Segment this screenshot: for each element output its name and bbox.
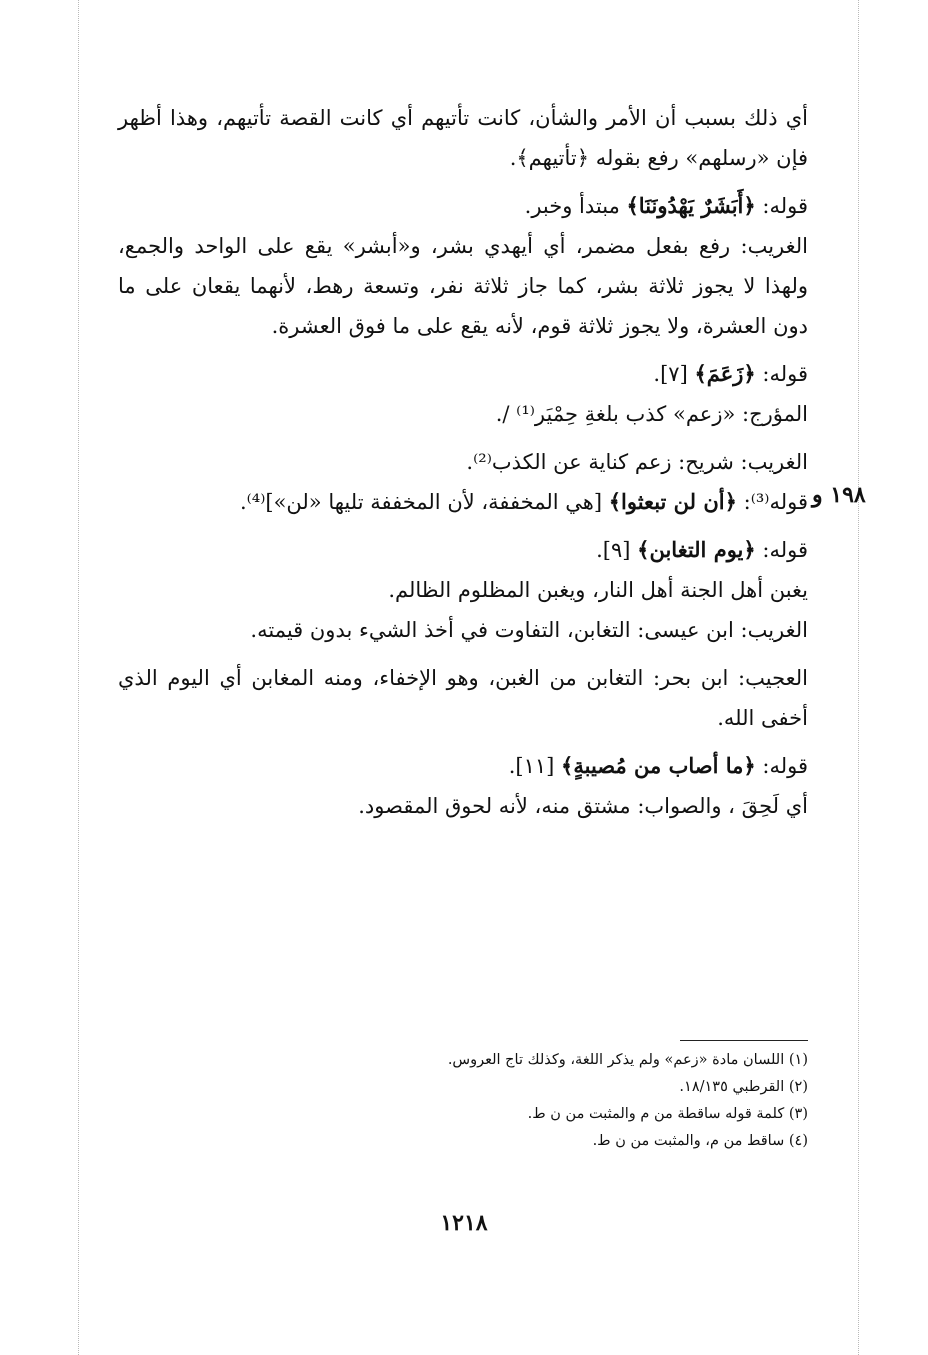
page-number: ١٢١٨ xyxy=(440,1210,488,1236)
paragraph-5: المؤرج: «زعم» كذب بلغةِ حِمْيَر⁽¹⁾ /. xyxy=(495,402,808,426)
paragraph-9: يغبن أهل الجنة أهل النار، ويغبن المظلوم الظالم. xyxy=(388,578,808,602)
paragraph-13: أي لَحِقَ ، والصواب: مشتق منه، لأنه لحوق المقصود. xyxy=(358,794,808,818)
paragraph-7: قوله⁽³⁾: ﴿أن لن تبعثوا﴾ [هي المخففة، لأن المخففة تليها «لن»]⁽⁴⁾. xyxy=(239,489,808,514)
paragraph-8: قوله: ﴿يوم التغابن﴾ [٩]. xyxy=(596,537,808,562)
footnote-1: (١) اللسان مادة «زعم» ولم يذكر اللغة، وكذلك تاج العروس. xyxy=(447,1052,808,1068)
quran-verse: ﴿يوم التغابن﴾ xyxy=(637,537,756,562)
quran-verse: ﴿زَعَمَ﴾ xyxy=(694,361,756,386)
guide-line-left xyxy=(78,0,79,1355)
paragraph-12: قوله: ﴿ما أصاب من مُصيبةٍ﴾ [١١]. xyxy=(508,753,808,778)
paragraph-10: الغريب: ابن عيسى: التغابن، التفاوت في أخذ الشيء بدون قيمته. xyxy=(250,618,808,642)
paragraph-3: الغريب: رفع بفعل مضمر، أي أيهدي بشر، و«أبشر» يقع على الواحد والجمع، ولهذا لا يجوز ثلاثة بشر، كما جاز ثلاثة نفر، وتسعة رهط، لأنهما يقعان على ما دون العشرة، ولا يجوز ثلاثة قوم، لأنه يقع على ما فوق العشرة. xyxy=(118,234,808,338)
paragraph-11: العجيب: ابن بحر: التغابن من الغبن، وهو الإخفاء، ومنه المغابن أي اليوم الذي أخفى الله. xyxy=(118,666,808,730)
footnote-2: (٢) القرطبي ١٨/١٣٥. xyxy=(679,1079,808,1095)
guide-line-right xyxy=(858,0,859,1355)
footnote-3: (٣) كلمة قوله ساقطة من م والمثبت من ن ط. xyxy=(527,1106,808,1122)
footnote-4: (٤) ساقط من م، والمثبت من ن ط. xyxy=(592,1133,808,1149)
paragraph-4: قوله: ﴿زَعَمَ﴾ [٧]. xyxy=(653,361,808,386)
paragraph-1: أي ذلك بسبب أن الأمر والشأن، كانت تأتيهم أي كانت القصة تأتيهم، وهذا أظهر فإن «رسلهم» رفع بقوله ﴿تأتيهم﴾. xyxy=(118,106,808,170)
paragraph-6: الغريب: شريح: زعم كناية عن الكذب⁽²⁾. xyxy=(466,450,808,474)
margin-folio-note: ١٩٨ و xyxy=(812,482,866,508)
quran-verse: ﴿ما أصاب من مُصيبةٍ﴾ xyxy=(561,753,756,778)
footnote-separator xyxy=(680,1040,808,1041)
footnotes xyxy=(118,1047,808,1155)
quran-verse: ﴿أن لن تبعثوا﴾ xyxy=(608,489,737,514)
paragraph-2: قوله: ﴿أَبَشَرٌ يَهْدُونَنَا﴾ مبتدأ وخبر. xyxy=(524,193,808,218)
quran-verse: ﴿أَبَشَرٌ يَهْدُونَنَا﴾ xyxy=(626,193,756,218)
page-body xyxy=(118,98,808,826)
